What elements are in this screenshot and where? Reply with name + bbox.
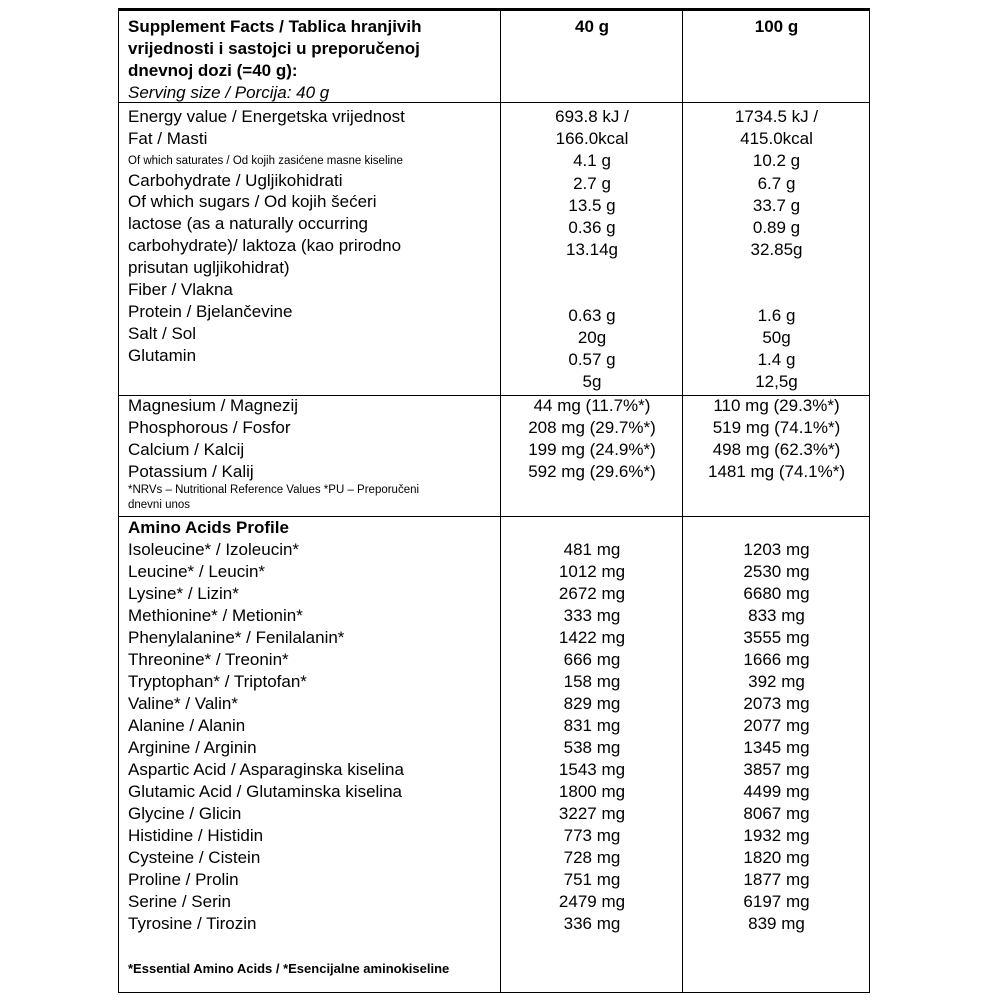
mineral-value-100g: 1481 mg (74.1%*) xyxy=(707,462,846,481)
nutrient-label: Salt / Sol xyxy=(128,324,197,343)
amino-label: Glutamic Acid / Glutaminska kiselina xyxy=(128,782,402,801)
mineral-value-40g: 592 mg (29.6%*) xyxy=(528,462,656,481)
amino-value-100g: 839 mg xyxy=(748,914,805,933)
mineral-label: Calcium / Kalcij xyxy=(128,440,245,459)
mineral-label: Potassium / Kalij xyxy=(128,462,254,481)
nrv-note: *NRVs – Nutritional Reference Values *PU – Preporučeni xyxy=(128,484,420,496)
mineral-value-100g: 519 mg (74.1%*) xyxy=(712,418,841,437)
nutrient-value-40g: 20g xyxy=(577,328,607,347)
nutrient-value-40g: 0.57 g xyxy=(568,350,616,369)
amino-value-40g: 481 mg xyxy=(563,540,621,559)
nutrient-label: carbohydrate)/ laktoza (kao prirodno xyxy=(128,236,402,255)
amino-label: Proline / Prolin xyxy=(128,870,239,889)
amino-heading: Amino Acids Profile xyxy=(128,518,289,537)
column-divider xyxy=(682,11,683,992)
nutrient-label: Carbohydrate / Ugljikohidrati xyxy=(128,171,343,190)
nutrient-value-40g: 0.63 g xyxy=(568,306,616,325)
nutrient-value-100g: 50g xyxy=(762,328,791,347)
amino-value-40g: 728 mg xyxy=(563,848,621,867)
amino-value-40g: 666 mg xyxy=(563,650,621,669)
nutrient-label: Of which saturates / Od kojih zasićene masne kiseline xyxy=(128,155,403,167)
amino-label: Serine / Serin xyxy=(128,892,231,911)
amino-value-40g: 1422 mg xyxy=(558,628,626,647)
amino-label: Lysine* / Lizin* xyxy=(128,584,239,603)
mineral-value-100g: 498 mg (62.3%*) xyxy=(712,440,841,459)
nrv-note: dnevni unos xyxy=(128,499,191,511)
amino-value-100g: 833 mg xyxy=(748,606,805,625)
column-header-100g: 100 g xyxy=(754,17,799,36)
amino-label: Arginine / Arginin xyxy=(128,738,257,757)
amino-value-40g: 3227 mg xyxy=(558,804,626,823)
amino-value-100g: 6197 mg xyxy=(743,892,810,911)
nutrient-label: lactose (as a naturally occurring xyxy=(128,214,369,233)
nutrient-value-100g: 12,5g xyxy=(755,372,798,391)
amino-value-40g: 1800 mg xyxy=(558,782,626,801)
nutrient-label: Fat / Masti xyxy=(128,129,208,148)
amino-value-100g: 1932 mg xyxy=(743,826,810,845)
amino-value-100g: 1666 mg xyxy=(743,650,810,669)
nutrient-label: Of which sugars / Od kojih šećeri xyxy=(128,192,377,211)
amino-value-100g: 2530 mg xyxy=(743,562,810,581)
column-divider xyxy=(500,11,501,992)
nutrient-label: Energy value / Energetska vrijednost xyxy=(128,107,405,126)
nutrient-value-100g: 1.6 g xyxy=(757,306,796,325)
amino-label: Phenylalanine* / Fenilalanin* xyxy=(128,628,345,647)
nutrient-value-40g: 693.8 kJ / xyxy=(555,107,629,126)
amino-value-40g: 1012 mg xyxy=(558,562,626,581)
amino-value-40g: 751 mg xyxy=(563,870,621,889)
amino-label: Alanine / Alanin xyxy=(128,716,246,735)
amino-value-100g: 1877 mg xyxy=(743,870,810,889)
amino-label: Tryptophan* / Triptofan* xyxy=(128,672,307,691)
amino-value-40g: 333 mg xyxy=(563,606,621,625)
nutrient-value-100g: 0.89 g xyxy=(752,218,801,237)
nutrient-value-100g: 415.0kcal xyxy=(740,129,813,148)
table-title-line: vrijednosti i sastojci u preporučenoj xyxy=(128,39,420,58)
nutrient-label: Protein / Bjelančevine xyxy=(128,302,293,321)
nutrient-value-40g: 13.5 g xyxy=(568,196,616,215)
amino-value-100g: 6680 mg xyxy=(743,584,810,603)
amino-value-40g: 2672 mg xyxy=(558,584,626,603)
amino-label: Cysteine / Cistein xyxy=(128,848,261,867)
nutrient-value-100g: 32.85g xyxy=(750,240,803,259)
nutrient-value-100g: 1734.5 kJ / xyxy=(734,107,819,126)
amino-label: Methionine* / Metionin* xyxy=(128,606,303,625)
mineral-value-100g: 110 mg (29.3%*) xyxy=(713,396,840,415)
amino-value-40g: 158 mg xyxy=(563,672,621,691)
table-title-line: dnevnoj dozi (=40 g): xyxy=(128,61,298,80)
nutrient-value-100g: 6.7 g xyxy=(757,174,796,193)
amino-value-40g: 336 mg xyxy=(563,914,621,933)
amino-value-40g: 1543 mg xyxy=(558,760,626,779)
amino-value-40g: 2479 mg xyxy=(558,892,626,911)
nutrient-value-100g: 10.2 g xyxy=(752,151,801,170)
nutrient-value-100g: 33.7 g xyxy=(752,196,801,215)
amino-label: Glycine / Glicin xyxy=(128,804,242,823)
mineral-value-40g: 199 mg (24.9%*) xyxy=(528,440,656,459)
column-header-40g: 40 g xyxy=(574,17,610,36)
amino-label: Aspartic Acid / Asparaginska kiselina xyxy=(128,760,404,779)
amino-label: Threonine* / Treonin* xyxy=(128,650,289,669)
amino-label: Valine* / Valin* xyxy=(128,694,238,713)
serving-size: Serving size / Porcija: 40 g xyxy=(128,83,330,102)
table-title-line: Supplement Facts / Tablica hranjivih xyxy=(128,17,422,36)
amino-label: Tyrosine / Tirozin xyxy=(128,914,257,933)
amino-value-100g: 2073 mg xyxy=(743,694,810,713)
supplement-facts-table xyxy=(118,8,870,993)
amino-label: Histidine / Histidin xyxy=(128,826,264,845)
mineral-label: Phosphorous / Fosfor xyxy=(128,418,291,437)
mineral-value-40g: 208 mg (29.7%*) xyxy=(528,418,656,437)
nutrient-value-40g: 166.0kcal xyxy=(555,129,629,148)
nutrient-value-100g: 1.4 g xyxy=(757,350,796,369)
nutrient-label: Glutamin xyxy=(128,346,197,365)
mineral-value-40g: 44 mg (11.7%*) xyxy=(533,396,651,415)
nutrient-value-40g: 5g xyxy=(582,372,602,391)
nutrient-value-40g: 2.7 g xyxy=(573,174,611,193)
nutrient-value-40g: 4.1 g xyxy=(573,151,611,170)
amino-value-40g: 831 mg xyxy=(563,716,621,735)
amino-label: Leucine* / Leucin* xyxy=(128,562,266,581)
nutrient-value-40g: 13.14g xyxy=(566,240,618,259)
amino-value-100g: 3857 mg xyxy=(743,760,810,779)
amino-label: Isoleucine* / Izoleucin* xyxy=(128,540,300,559)
nutrient-label: Fiber / Vlakna xyxy=(128,280,233,299)
mineral-label: Magnesium / Magnezij xyxy=(128,396,299,415)
amino-value-100g: 3555 mg xyxy=(743,628,810,647)
amino-value-100g: 1345 mg xyxy=(743,738,810,757)
amino-value-100g: 1820 mg xyxy=(743,848,810,867)
amino-value-100g: 8067 mg xyxy=(743,804,810,823)
amino-value-40g: 773 mg xyxy=(563,826,621,845)
amino-value-100g: 4499 mg xyxy=(743,782,810,801)
essential-amino-footnote: *Essential Amino Acids / *Esencijalne aminokiseline xyxy=(128,961,450,976)
nutrient-label: prisutan ugljikohidrat) xyxy=(128,258,290,277)
nutrient-value-40g: 0.36 g xyxy=(568,218,616,237)
amino-value-100g: 2077 mg xyxy=(743,716,810,735)
amino-value-40g: 538 mg xyxy=(563,738,621,757)
amino-value-100g: 392 mg xyxy=(748,672,805,691)
amino-value-100g: 1203 mg xyxy=(743,540,810,559)
amino-value-40g: 829 mg xyxy=(563,694,621,713)
